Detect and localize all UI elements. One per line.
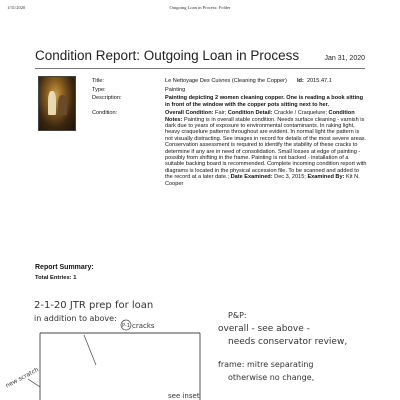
field-id-label: Id: bbox=[297, 78, 304, 84]
field-type-label: Type: bbox=[92, 86, 106, 93]
report-date: Jan 31, 2020 bbox=[324, 55, 365, 62]
page-header-title: Outgoing Loan in Process: Folder bbox=[169, 5, 231, 10]
handwritten-right-2: overall - see above - bbox=[218, 324, 310, 334]
handwritten-line-2: in addition to above: bbox=[34, 314, 117, 323]
field-id-value: 2015.47.1 bbox=[306, 78, 332, 84]
record-fields bbox=[92, 78, 367, 189]
painting-thumbnail[interactable] bbox=[38, 76, 76, 131]
field-condition bbox=[92, 110, 367, 187]
handwritten-right-1: P&P: bbox=[228, 311, 247, 320]
field-title-label: Title: bbox=[92, 78, 104, 84]
report-summary-heading: Report Summary: bbox=[35, 264, 94, 271]
field-description bbox=[92, 95, 367, 108]
field-type bbox=[92, 87, 367, 93]
field-description-label: Description: bbox=[92, 95, 122, 102]
handwritten-p1: P-1 bbox=[122, 323, 130, 329]
report-title-row bbox=[35, 48, 365, 68]
handwritten-notes bbox=[0, 283, 400, 400]
total-entries: Total Entries: 1 bbox=[35, 275, 77, 281]
field-title bbox=[92, 78, 367, 84]
field-type-value: Painting bbox=[165, 86, 186, 93]
report-title: Condition Report: Outgoing Loan in Process bbox=[35, 48, 300, 63]
handwritten-crack-mark bbox=[84, 335, 96, 365]
field-title-value: Le Nettoyage Des Cuivres (Cleaning the Copper) bbox=[165, 78, 287, 84]
painting-figure-woman-standing bbox=[58, 95, 67, 115]
handwritten-cracks: cracks bbox=[132, 322, 155, 330]
field-condition-label: Condition: bbox=[92, 110, 118, 117]
page-header-date: 1/31/2020 bbox=[7, 5, 26, 10]
title-divider bbox=[35, 68, 365, 69]
painting-figure-woman-reading bbox=[48, 91, 56, 115]
field-description-value: Painting depicting 2 women cleaning copper. One is reading a book sitting in front of the window with the copper pots sitting next to her. bbox=[165, 95, 363, 108]
handwritten-bottom-note: see inset bbox=[168, 392, 200, 400]
handwritten-right-3: needs conservator review, bbox=[228, 337, 348, 347]
handwritten-right-4: frame: mitre separating bbox=[218, 360, 314, 369]
field-condition-value: Overall Condition: Fair; Condition Detail: Crackle / Craquelure; Condition Notes: Painting is in overall stable condition. Needs surface cleaning - varnish is dark due to years of exposure to environmental contaminants. In raking light, heavy craquelure patterns throughout are evident. In normal light the pattern is not visually distracting. See images in record for details of the most severe areas. Conservation assessment is required to identify the stability of these cracks to determine if any are in need of consolidation. Small losses at edge of painting - possibly from shifting in the frame. Painting is not backed - installation of a suitable backing board is recommended. Complete incoming condition report with diagrams is located in the physical accession file. To be scanned and added to the record at a later date.; Date Examined: Dec 3, 2015; Examined By: Kit N. Cooper bbox=[165, 110, 367, 187]
handwritten-new-scratch: new scratch bbox=[4, 366, 40, 390]
handwritten-right-5: otherwise no change, bbox=[228, 373, 315, 382]
handwritten-scratch-arrow bbox=[28, 379, 40, 387]
handwritten-sketch-frame bbox=[40, 333, 200, 400]
handwritten-line-1: 2-1-20 JTR prep for loan bbox=[34, 300, 154, 311]
